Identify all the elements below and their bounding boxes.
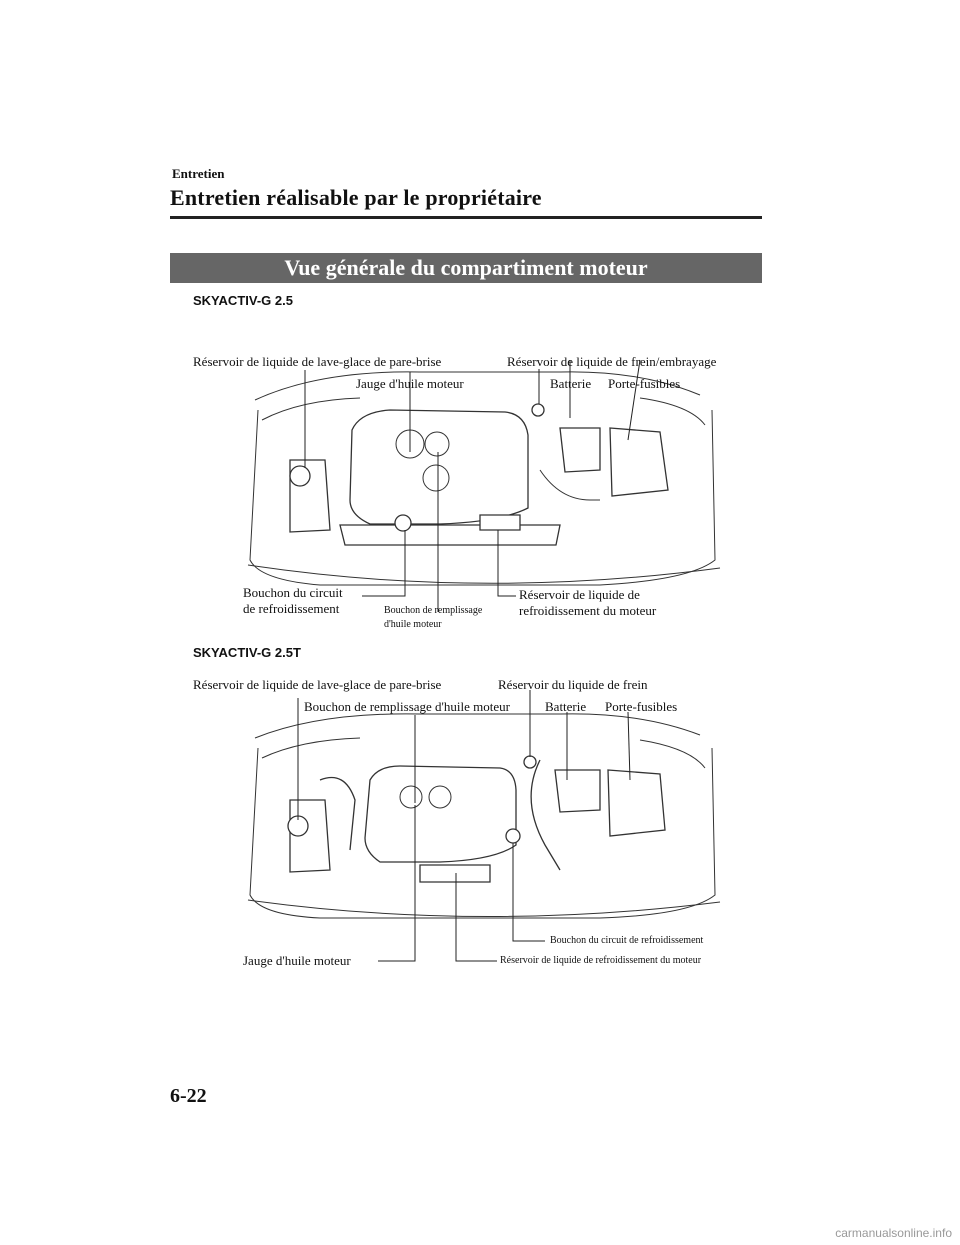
section-label: Entretien [172,166,225,181]
label-oil-filler-cap-1-line2: d'huile moteur [384,619,442,630]
label-oil-filler-cap-1-line1: Bouchon de remplissage [384,605,483,616]
model-label-skyactiv-g-2-5: SKYACTIV-G 2.5 [193,293,293,308]
page-title: Entretien réalisable par le propriétaire [170,185,542,210]
label-battery-2: Batterie [545,699,587,714]
label-oil-filler-cap-2: Bouchon de remplissage d'huile moteur [304,699,510,714]
label-coolant-reservoir-1-line1: Réservoir de liquide de [519,587,640,602]
label-washer-reservoir-1: Réservoir de liquide de lave-glace de pare-brise [193,354,442,369]
label-radiator-cap-2: Bouchon du circuit de refroidissement [550,935,704,946]
section-banner: Vue générale du compartiment moteur [170,253,762,283]
label-washer-reservoir-2: Réservoir de liquide de lave-glace de pare-brise [193,677,442,692]
page-number: 6-22 [170,1085,207,1107]
watermark: carmanualsonline.info [835,1226,952,1240]
engine-illustration-1 [248,372,720,585]
label-dipstick-2: Jauge d'huile moteur [243,953,351,968]
label-battery-1: Batterie [550,376,592,391]
label-fuse-box-2: Porte-fusibles [605,699,678,714]
label-radiator-cap-1-line1: Bouchon du circuit [243,585,343,600]
model-label-skyactiv-g-2-5t: SKYACTIV-G 2.5T [193,645,301,660]
engine-illustration-2 [248,714,720,918]
label-fuse-box-1: Porte-fusibles [608,376,681,391]
label-coolant-reservoir-2: Réservoir de liquide de refroidissement du moteur [500,955,702,966]
label-dipstick-1: Jauge d'huile moteur [356,376,464,391]
label-radiator-cap-1-line2: de refroidissement [243,601,340,616]
label-brake-reservoir-2: Réservoir du liquide de frein [498,677,648,692]
label-coolant-reservoir-1-line2: refroidissement du moteur [519,603,657,618]
label-brake-reservoir-1: Réservoir de liquide de frein/embrayage [507,354,717,369]
